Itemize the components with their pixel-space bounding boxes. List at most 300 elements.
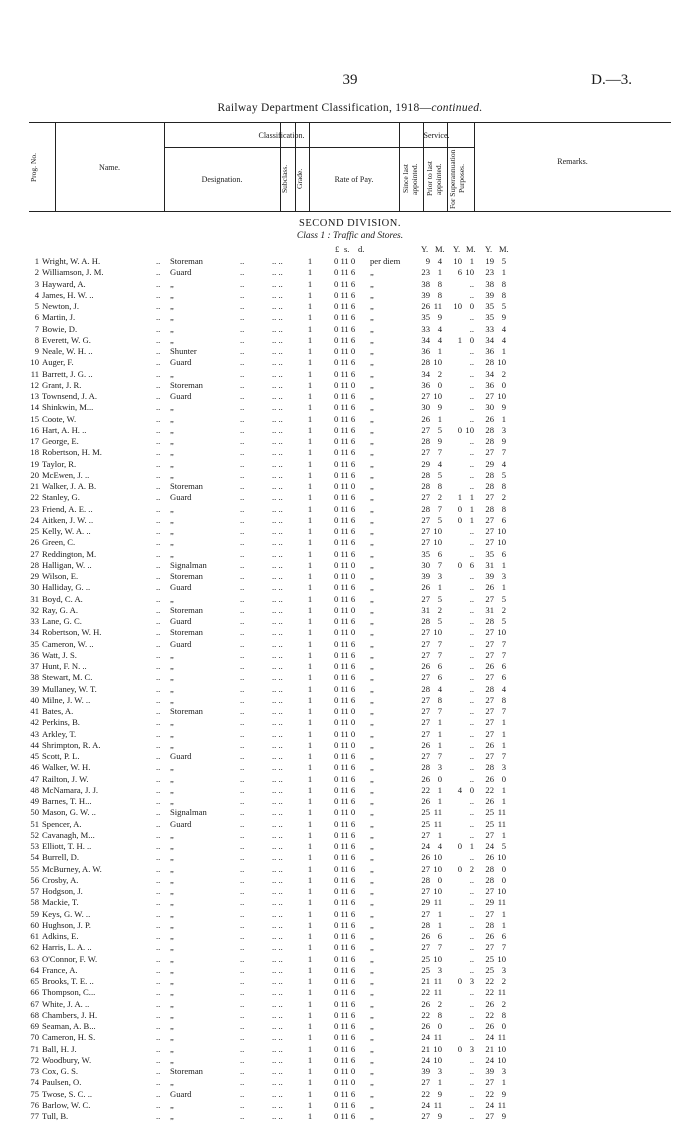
- since-months-cell: 11: [433, 897, 442, 908]
- name-cell: Shrimpton, R. A.: [42, 739, 101, 750]
- prog-no-cell: 3: [34, 278, 39, 289]
- super-months-cell: 3: [501, 964, 506, 975]
- rate-cell: 0 11 0: [334, 807, 356, 818]
- super-months-cell: 7: [501, 447, 506, 458]
- table-row: [0, 639, 700, 650]
- since-months-cell: 4: [437, 683, 442, 694]
- super-years-cell: 27: [485, 908, 494, 919]
- dot-leader: ..: [156, 874, 161, 885]
- grade-cell: 1: [307, 739, 313, 750]
- dot-leader: ..: [156, 436, 161, 446]
- rate-unit-cell: „: [370, 571, 374, 581]
- grade-cell: 1: [307, 1032, 313, 1043]
- rate-cell: 0 11 6: [334, 638, 356, 649]
- prog-no-cell: 62: [30, 942, 39, 953]
- name-cell: Boyd, C. A.: [42, 593, 83, 604]
- dot-leader: .. ..: [272, 919, 283, 930]
- grade-cell: 1: [307, 649, 313, 660]
- super-months-cell: 11: [497, 1099, 506, 1110]
- since-months-cell: 1: [437, 796, 442, 806]
- since-years-cell: 28: [421, 616, 430, 626]
- since-years-cell: 23: [421, 267, 430, 278]
- super-months-cell: 2: [501, 492, 506, 503]
- super-months-cell: 10: [497, 886, 506, 896]
- header-prog-no: Prog. No.: [29, 153, 38, 183]
- rate-cell: 0 11 6: [334, 661, 356, 671]
- dot-leader: ..: [240, 278, 245, 289]
- dot-leader: ..: [240, 762, 245, 773]
- designation-cell: Guard: [170, 751, 192, 761]
- prior-months-cell: ..: [469, 346, 474, 356]
- since-years-cell: 27: [421, 627, 430, 638]
- dot-leader: ..: [240, 413, 245, 424]
- name-cell: James, H. W. ..: [42, 289, 94, 300]
- dot-leader: ..: [240, 503, 245, 514]
- rate-unit-cell: „: [370, 402, 374, 413]
- name-cell: Twose, S. C. ..: [42, 1088, 93, 1099]
- name-cell: Spencer, A.: [42, 818, 82, 829]
- dot-leader: .. ..: [272, 796, 283, 806]
- table-row: [0, 965, 700, 976]
- super-years-cell: 19: [485, 256, 494, 266]
- dot-leader: ..: [240, 1099, 245, 1110]
- name-cell: Crosby, A.: [42, 874, 79, 885]
- name-cell: Barrett, J. G. ..: [42, 368, 93, 379]
- since-years-cell: 27: [421, 1111, 430, 1121]
- since-months-cell: 11: [433, 818, 442, 829]
- grade-cell: 1: [307, 548, 313, 559]
- dot-leader: ..: [240, 886, 245, 896]
- prior-months-cell: 6: [469, 559, 474, 570]
- since-years-cell: 27: [421, 1077, 430, 1088]
- grade-cell: 1: [307, 503, 313, 514]
- grade-cell: 1: [307, 874, 313, 885]
- dot-leader: ..: [156, 683, 161, 694]
- designation-cell: „: [170, 368, 174, 379]
- rate-cell: 0 11 6: [334, 514, 356, 525]
- header-prior-last: Prior to last appointed.: [425, 161, 443, 197]
- header-designation: Designation.: [201, 175, 243, 184]
- prior-months-cell: 3: [469, 976, 474, 986]
- name-cell: Shinkwin, M...: [42, 402, 94, 413]
- super-months-cell: 10: [497, 852, 506, 863]
- dot-leader: ..: [240, 1054, 245, 1065]
- rate-unit-cell: „: [370, 649, 374, 660]
- super-years-cell: 24: [485, 1054, 494, 1065]
- name-cell: Mackie, T.: [42, 897, 79, 908]
- super-months-cell: 5: [501, 841, 506, 851]
- super-years-cell: 27: [485, 514, 494, 525]
- since-years-cell: 27: [421, 706, 430, 716]
- super-years-cell: 33: [485, 323, 494, 334]
- super-years-cell: 28: [485, 436, 494, 446]
- dot-leader: .. ..: [272, 1009, 283, 1020]
- designation-cell: Guard: [170, 357, 192, 368]
- super-years-cell: 27: [485, 447, 494, 458]
- unit-y2: Y.: [453, 244, 461, 254]
- rate-cell: 0 11 0: [334, 1066, 356, 1076]
- rate-unit-cell: „: [370, 987, 374, 998]
- prior-months-cell: ..: [469, 604, 474, 615]
- dot-leader: ..: [156, 1111, 161, 1121]
- table-row: [0, 380, 700, 391]
- table-row: [0, 841, 700, 852]
- dot-leader: ..: [240, 267, 245, 278]
- dot-leader: ..: [240, 593, 245, 604]
- header-name: Name.: [98, 163, 121, 172]
- since-years-cell: 22: [421, 1009, 430, 1020]
- prog-no-cell: 64: [30, 964, 39, 975]
- designation-cell: „: [170, 649, 174, 660]
- since-months-cell: 10: [433, 537, 442, 548]
- prior-months-cell: ..: [469, 1009, 474, 1020]
- dot-leader: ..: [240, 1043, 245, 1054]
- table-row: [0, 717, 700, 728]
- dot-leader: .. ..: [272, 829, 283, 840]
- table-row: [0, 864, 700, 875]
- dot-leader: ..: [240, 1021, 245, 1031]
- grade-cell: 1: [307, 391, 313, 401]
- rate-cell: 0 11 6: [334, 1099, 356, 1110]
- dot-leader: .. ..: [272, 661, 283, 671]
- dot-leader: ..: [156, 728, 161, 739]
- dot-leader: .. ..: [272, 1099, 283, 1110]
- table-row: [0, 751, 700, 762]
- header-rate-of-pay: Rate of Pay.: [334, 175, 374, 184]
- super-years-cell: 25: [485, 964, 494, 975]
- designation-cell: „: [170, 964, 174, 975]
- prior-years-cell: 6: [457, 267, 462, 278]
- super-months-cell: 5: [501, 469, 506, 480]
- prior-months-cell: 0: [469, 301, 474, 311]
- name-cell: Perkins, B.: [42, 717, 80, 728]
- rate-unit-cell: „: [370, 886, 374, 896]
- dot-leader: .. ..: [272, 604, 283, 615]
- rate-unit-cell: „: [370, 976, 374, 986]
- dot-leader: ..: [156, 818, 161, 829]
- table-row: [0, 447, 700, 458]
- dot-leader: ..: [156, 796, 161, 806]
- since-months-cell: 0: [437, 379, 442, 390]
- rate-unit-cell: „: [370, 357, 374, 368]
- dot-leader: ..: [240, 526, 245, 536]
- prior-months-cell: ..: [469, 649, 474, 660]
- rate-unit-cell: „: [370, 762, 374, 773]
- designation-cell: „: [170, 526, 174, 536]
- name-cell: Milne, J. W. ..: [42, 694, 91, 705]
- grade-cell: 1: [307, 706, 313, 716]
- since-months-cell: 9: [437, 312, 442, 323]
- prog-no-cell: 6: [34, 312, 39, 323]
- grade-cell: 1: [307, 289, 313, 300]
- dot-leader: ..: [240, 447, 245, 458]
- dot-leader: .. ..: [272, 537, 283, 548]
- dot-leader: ..: [156, 773, 161, 784]
- rate-unit-cell: „: [370, 593, 374, 604]
- rate-unit-cell: „: [370, 604, 374, 615]
- rate-unit-cell: per diem: [370, 256, 401, 266]
- prog-no-cell: 25: [30, 526, 39, 536]
- rate-unit-cell: „: [370, 537, 374, 548]
- dot-leader: ..: [156, 863, 161, 874]
- since-months-cell: 3: [437, 1066, 442, 1076]
- rate-cell: 0 11 6: [334, 323, 356, 334]
- super-years-cell: 27: [485, 942, 494, 953]
- table-header: [29, 122, 671, 212]
- since-months-cell: 11: [433, 1032, 442, 1043]
- grade-cell: 1: [307, 526, 313, 536]
- rate-cell: 0 11 6: [334, 368, 356, 379]
- grade-cell: 1: [307, 728, 313, 739]
- rate-cell: 0 11 0: [334, 481, 356, 491]
- prior-months-cell: ..: [469, 391, 474, 401]
- grade-cell: 1: [307, 852, 313, 863]
- prior-months-cell: ..: [469, 762, 474, 773]
- table-row: [0, 605, 700, 616]
- super-months-cell: 10: [497, 357, 506, 368]
- dot-leader: .. ..: [272, 886, 283, 896]
- prog-no-cell: 29: [30, 571, 39, 581]
- super-months-cell: 0: [501, 874, 506, 885]
- dot-leader: ..: [156, 402, 161, 413]
- designation-cell: „: [170, 829, 174, 840]
- name-cell: Chambers, J. H.: [42, 1009, 98, 1020]
- super-months-cell: 8: [501, 481, 506, 491]
- super-years-cell: 25: [485, 818, 494, 829]
- dot-leader: ..: [156, 346, 161, 356]
- since-months-cell: 11: [433, 976, 442, 986]
- since-months-cell: 5: [437, 424, 442, 435]
- since-months-cell: 10: [433, 852, 442, 863]
- designation-cell: „: [170, 1043, 174, 1054]
- name-cell: Mason, G. W. ..: [42, 807, 96, 818]
- name-cell: Hart, A. H. ..: [42, 424, 87, 435]
- designation-cell: „: [170, 548, 174, 559]
- designation-cell: Signalman: [170, 559, 207, 570]
- dot-leader: ..: [156, 368, 161, 379]
- dot-leader: ..: [240, 863, 245, 874]
- rate-unit-cell: „: [370, 683, 374, 694]
- rate-cell: 0 11 6: [334, 773, 356, 784]
- since-months-cell: 0: [437, 773, 442, 784]
- super-years-cell: 26: [485, 739, 494, 750]
- table-row: [0, 954, 700, 965]
- rate-cell: 0 11 6: [334, 492, 356, 503]
- dot-leader: .. ..: [272, 694, 283, 705]
- prior-months-cell: ..: [469, 1066, 474, 1076]
- since-months-cell: 9: [437, 436, 442, 446]
- prog-no-cell: 1: [34, 256, 39, 266]
- super-years-cell: 27: [485, 627, 494, 638]
- table-row: [0, 886, 700, 897]
- since-years-cell: 35: [421, 548, 430, 559]
- since-years-cell: 27: [421, 391, 430, 401]
- prior-months-cell: ..: [469, 886, 474, 896]
- dot-leader: ..: [156, 1077, 161, 1088]
- grade-cell: 1: [307, 964, 313, 975]
- since-years-cell: 26: [421, 413, 430, 424]
- prog-no-cell: 75: [30, 1088, 39, 1099]
- dot-leader: ..: [156, 964, 161, 975]
- since-months-cell: 9: [437, 1088, 442, 1099]
- super-years-cell: 28: [485, 481, 494, 491]
- prior-months-cell: ..: [469, 436, 474, 446]
- designation-cell: „: [170, 1099, 174, 1110]
- rate-cell: 0 11 6: [334, 616, 356, 626]
- designation-cell: „: [170, 942, 174, 953]
- table-row: [0, 459, 700, 470]
- since-months-cell: 1: [437, 346, 442, 356]
- name-cell: Hughson, J. P.: [42, 919, 91, 930]
- grade-cell: 1: [307, 773, 313, 784]
- super-months-cell: 8: [501, 1009, 506, 1020]
- rate-cell: 0 11 6: [334, 942, 356, 953]
- rate-unit-cell: „: [370, 267, 374, 278]
- table-row: [0, 852, 700, 863]
- prior-months-cell: 10: [465, 424, 474, 435]
- prog-no-cell: 52: [30, 829, 39, 840]
- super-years-cell: 27: [485, 672, 494, 683]
- dot-leader: .. ..: [272, 481, 283, 491]
- dot-leader: ..: [156, 458, 161, 469]
- grade-cell: 1: [307, 998, 313, 1009]
- prior-months-cell: ..: [469, 661, 474, 671]
- name-cell: Newton, J.: [42, 301, 79, 311]
- grade-cell: 1: [307, 469, 313, 480]
- dot-leader: ..: [156, 706, 161, 716]
- dot-leader: ..: [240, 424, 245, 435]
- name-cell: Stewart, M. C.: [42, 672, 93, 683]
- prior-months-cell: ..: [469, 796, 474, 806]
- designation-cell: „: [170, 447, 174, 458]
- super-months-cell: 1: [501, 796, 506, 806]
- since-years-cell: 26: [421, 301, 430, 311]
- super-years-cell: 31: [485, 559, 494, 570]
- dot-leader: ..: [240, 582, 245, 593]
- super-years-cell: 27: [485, 694, 494, 705]
- designation-cell: „: [170, 728, 174, 739]
- name-cell: White, J. A. ..: [42, 998, 90, 1009]
- rate-unit-cell: „: [370, 436, 374, 446]
- grade-cell: 1: [307, 897, 313, 908]
- super-years-cell: 36: [485, 379, 494, 390]
- dot-leader: .. ..: [272, 357, 283, 368]
- designation-cell: „: [170, 953, 174, 964]
- designation-cell: „: [170, 784, 174, 795]
- super-months-cell: 1: [501, 739, 506, 750]
- rate-unit-cell: „: [370, 751, 374, 761]
- super-months-cell: 4: [501, 683, 506, 694]
- units-row: [0, 244, 700, 256]
- prog-no-cell: 67: [30, 998, 39, 1009]
- name-cell: Hayward, A.: [42, 278, 86, 289]
- grade-cell: 1: [307, 661, 313, 671]
- since-years-cell: 27: [421, 638, 430, 649]
- prior-months-cell: ..: [469, 919, 474, 930]
- name-cell: Friend, A. E. ..: [42, 503, 93, 514]
- name-cell: Railton, J. W.: [42, 773, 89, 784]
- grade-cell: 1: [307, 796, 313, 806]
- since-years-cell: 24: [421, 1054, 430, 1065]
- dot-leader: ..: [156, 537, 161, 548]
- grade-cell: 1: [307, 1066, 313, 1076]
- designation-cell: Storeman: [170, 604, 203, 615]
- unit-y1: Y.: [421, 244, 429, 254]
- grade-cell: 1: [307, 256, 313, 266]
- dot-leader: .. ..: [272, 964, 283, 975]
- prog-no-cell: 13: [30, 391, 39, 401]
- dot-leader: .. ..: [272, 1111, 283, 1121]
- since-years-cell: 27: [421, 672, 430, 683]
- prior-months-cell: ..: [469, 773, 474, 784]
- prior-months-cell: ..: [469, 323, 474, 334]
- super-months-cell: 4: [501, 334, 506, 345]
- name-cell: Barnes, T. H...: [42, 796, 92, 806]
- dot-leader: ..: [156, 593, 161, 604]
- table-row: [0, 650, 700, 661]
- rate-unit-cell: „: [370, 919, 374, 930]
- super-months-cell: 3: [501, 571, 506, 581]
- name-cell: Cox, G. S.: [42, 1066, 79, 1076]
- dot-leader: ..: [240, 604, 245, 615]
- rate-cell: 0 11 6: [334, 447, 356, 458]
- rate-unit-cell: „: [370, 1009, 374, 1020]
- since-months-cell: 10: [433, 863, 442, 874]
- prog-no-cell: 22: [30, 492, 39, 503]
- prior-months-cell: ..: [469, 289, 474, 300]
- super-years-cell: 30: [485, 402, 494, 413]
- dot-leader: ..: [240, 683, 245, 694]
- dot-leader: ..: [156, 841, 161, 851]
- grade-cell: 1: [307, 784, 313, 795]
- unit-m3: M.: [499, 244, 509, 254]
- dot-leader: .. ..: [272, 436, 283, 446]
- rate-unit-cell: „: [370, 1021, 374, 1031]
- prog-no-cell: 34: [30, 627, 39, 638]
- rate-unit-cell: „: [370, 784, 374, 795]
- rate-cell: 0 11 6: [334, 897, 356, 908]
- designation-cell: „: [170, 976, 174, 986]
- prog-no-cell: 12: [30, 379, 39, 390]
- unit-m1: M.: [435, 244, 445, 254]
- super-months-cell: 7: [501, 638, 506, 649]
- rate-cell: 0 11 6: [334, 683, 356, 694]
- since-months-cell: 1: [437, 267, 442, 278]
- since-months-cell: 1: [437, 908, 442, 919]
- header-grade: Grade.: [295, 168, 304, 190]
- dot-leader: ..: [240, 1088, 245, 1099]
- table-row: [0, 414, 700, 425]
- dot-leader: .. ..: [272, 548, 283, 559]
- grade-cell: 1: [307, 582, 313, 593]
- since-months-cell: 7: [437, 638, 442, 649]
- dot-leader: .. ..: [272, 1032, 283, 1043]
- prior-months-cell: ..: [469, 368, 474, 379]
- table-row: [0, 819, 700, 830]
- name-cell: France, A.: [42, 964, 78, 975]
- dot-leader: .. ..: [272, 931, 283, 941]
- prog-no-cell: 76: [30, 1099, 39, 1110]
- designation-cell: Storeman: [170, 481, 203, 491]
- prog-no-cell: 68: [30, 1009, 39, 1020]
- rate-cell: 0 11 6: [334, 908, 356, 919]
- prior-months-cell: ..: [469, 469, 474, 480]
- name-cell: Ball, H. J.: [42, 1043, 77, 1054]
- prior-years-cell: 10: [453, 301, 462, 311]
- prior-months-cell: ..: [469, 897, 474, 908]
- rate-cell: 0 11 0: [334, 559, 356, 570]
- table-row: [0, 1089, 700, 1100]
